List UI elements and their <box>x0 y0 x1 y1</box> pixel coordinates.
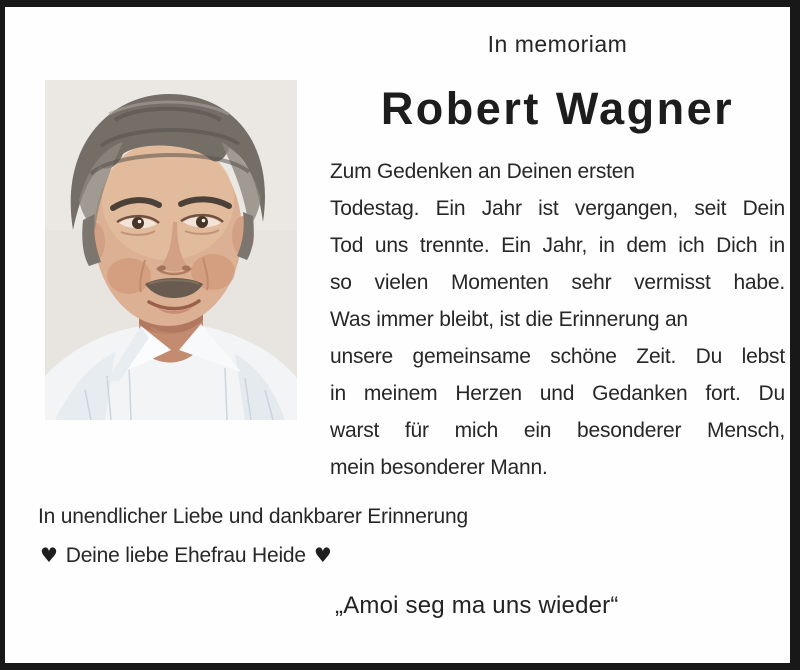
memorial-text-line: in meinem Herzen und Gedanken fort. Du <box>330 382 785 405</box>
memorial-card <box>5 7 790 663</box>
memorial-text <box>330 153 785 486</box>
farewell-quote: „Amoi seg ma uns wieder“ <box>335 592 619 619</box>
in-memoriam-label: In memoriam <box>487 31 628 57</box>
closing-line: In unendlicher Liebe und dankbarer Erinnerung <box>38 505 468 528</box>
memorial-text-line: Todestag. Ein Jahr ist vergangen, seit Dein <box>330 197 785 220</box>
memorial-text-line: Was immer bleibt, ist die Erinnerung an <box>330 308 688 331</box>
memorial-text-line: unsere gemeinsame schöne Zeit. Du lebst <box>330 345 785 368</box>
portrait-photo-image <box>45 80 297 420</box>
heart-icon: ♥ <box>40 543 58 567</box>
memorial-text-line: Tod uns trennte. Ein Jahr, in dem ich Dich in <box>330 234 785 257</box>
signature-text: Deine liebe Ehefrau Heide <box>65 544 306 567</box>
memorial-text-line: Zum Gedenken an Deinen ersten <box>330 160 635 183</box>
memorial-text-line: warst für mich ein besonderer Mensch, <box>330 419 785 442</box>
closing-block <box>38 498 578 575</box>
portrait-photo <box>45 80 297 420</box>
deceased-name: Robert Wagner <box>380 83 735 134</box>
signature-line <box>38 536 578 575</box>
memorial-text-line: so vielen Momenten sehr vermisst habe. <box>330 271 785 294</box>
heart-icon: ♥ <box>313 543 332 567</box>
memorial-text-line: mein besonderer Mann. <box>330 456 548 479</box>
